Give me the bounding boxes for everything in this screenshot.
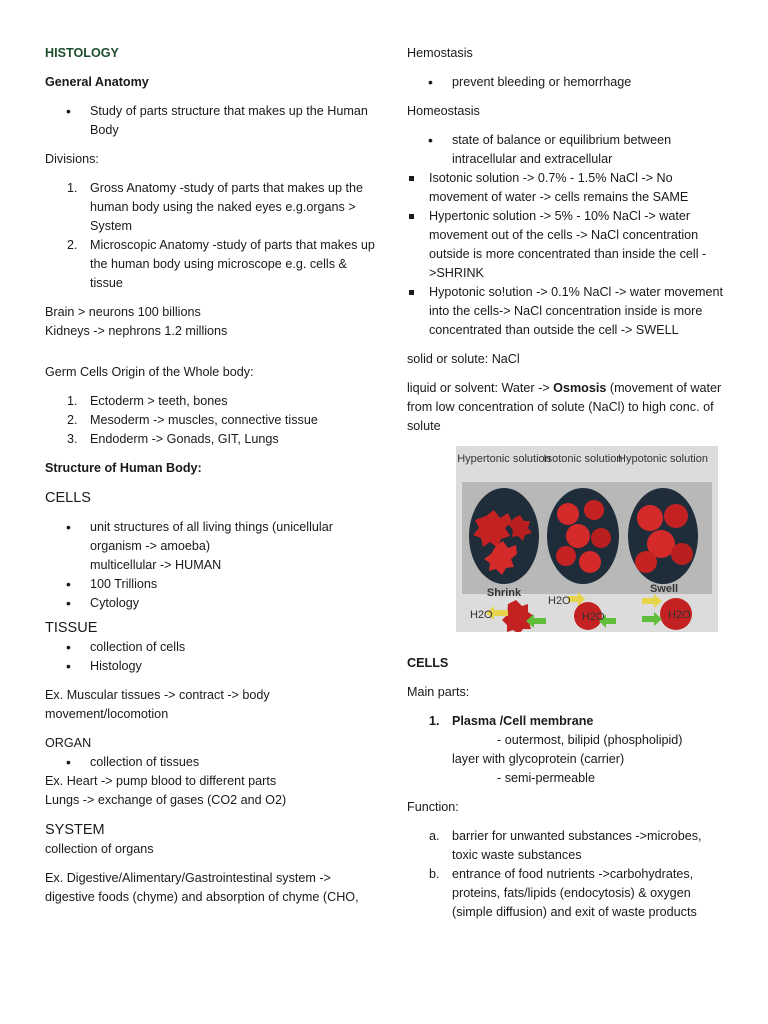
solvent-pre: liquid or solvent: Water ->: [407, 381, 554, 395]
list-text: Endoderm -> Gonads, GIT, Lungs: [90, 432, 279, 446]
list-item: • prevent bleeding or hemorrhage: [407, 73, 729, 92]
list-letter: b.: [429, 867, 440, 881]
solutions-list: [407, 169, 729, 340]
right-column: [407, 44, 729, 922]
list-item: • collection of tissues: [45, 753, 375, 772]
divisions-label: Divisions:: [45, 152, 99, 166]
list-text: multicellular -> HUMAN: [90, 558, 222, 572]
general-anatomy-list: [45, 102, 375, 140]
list-item: [45, 392, 375, 411]
list-item: Hypertonic solution -> 5% - 10% NaCl -> water movement out of the cells -> NaCl concentration outside is more concentrated than inside the cell ->SHRINK: [407, 207, 729, 283]
tonicity-illustration: [456, 446, 718, 632]
membrane-line-1: - outermost, bilipid (phospholipid): [497, 733, 683, 747]
functions-list: [407, 827, 729, 922]
list-number: 2.: [67, 413, 78, 427]
plasma-membrane-title: Plasma /Cell membrane: [452, 714, 594, 728]
list-item: [407, 827, 729, 865]
list-number: 2.: [67, 238, 78, 252]
page-title: HISTOLOGY: [45, 46, 119, 60]
list-item: • state of balance or equilibrium between intracellular and extracellular: [407, 131, 729, 169]
list-number: 1.: [67, 394, 78, 408]
tissue-example: Ex. Muscular tissues -> contract -> body movement/locomotion: [45, 688, 270, 721]
kidneys-fact: Kidneys -> nephrons 1.2 millions: [45, 324, 228, 338]
tissue-heading: TISSUE: [45, 620, 98, 636]
system-heading: SYSTEM: [45, 822, 105, 838]
main-parts-list: [407, 712, 729, 731]
homeostasis-heading: Homeostasis: [407, 104, 480, 118]
list-item: [407, 865, 729, 922]
list-item: • 100 Trillions: [45, 575, 375, 594]
tonicity-figure: [456, 446, 718, 632]
label-hypertonic: Hypertonic solution: [457, 453, 551, 465]
organ-heading: ORGAN: [45, 736, 92, 750]
general-anatomy-heading: General Anatomy: [45, 75, 149, 89]
list-item: • Study of parts structure that makes up the Human Body: [45, 102, 375, 140]
list-text: Ectoderm > teeth, bones: [90, 394, 228, 408]
list-item: • collection of cells: [45, 638, 375, 657]
list-letter: a.: [429, 829, 440, 843]
tissue-list: [45, 638, 375, 676]
shrink-label: Shrink: [486, 587, 522, 599]
list-item: • Histology: [45, 657, 375, 676]
list-number: 1.: [429, 714, 440, 728]
solvent-text: [407, 379, 729, 436]
cells-section-heading: CELLS: [407, 656, 449, 670]
label-hypotonic: Hypotonic solution: [618, 453, 708, 465]
homeostasis-list: [407, 131, 729, 169]
membrane-line-3: - semi-permeable: [497, 771, 595, 785]
dish-isotonic: [547, 488, 619, 584]
organ-example-heart: Ex. Heart -> pump blood to different parts: [45, 774, 277, 788]
organ-example-lungs: Lungs -> exchange of gases (CO2 and O2): [45, 793, 287, 807]
swell-label: Swell: [649, 583, 679, 595]
germ-layers-list: [45, 392, 375, 449]
h2o-label-isotonic: H2O: [548, 595, 571, 607]
dish-hypotonic: [628, 488, 698, 584]
brain-fact: Brain > neurons 100 billions: [45, 305, 201, 319]
list-item: Hypotonic so!ution -> 0.1% NaCl -> water movement into the cells-> NaCl concentration inside is more concentrated than outside the cell -> SWELL: [407, 283, 729, 340]
cells-heading: CELLS: [45, 490, 91, 506]
label-isotonic: Isotonic solution: [543, 453, 623, 465]
system-example: Ex. Digestive/Alimentary/Gastrointestinal system -> digestive foods (chyme) and absorption of chyme (CHO,: [45, 871, 359, 904]
list-text: Microscopic Anatomy -study of parts that makes up the human body using microscope e.g. cells & tissue: [90, 238, 375, 290]
list-item: [45, 518, 375, 575]
list-item: [407, 712, 729, 731]
list-item: [45, 179, 375, 236]
main-parts-label: Main parts:: [407, 685, 470, 699]
organ-list: [45, 753, 375, 772]
list-item: • Cytology: [45, 594, 375, 613]
osmosis-term: Osmosis: [553, 381, 607, 395]
system-definition: collection of organs: [45, 842, 154, 856]
list-text: Gross Anatomy -study of parts that makes up the human body using the naked eyes e.g.organs > System: [90, 181, 363, 233]
divisions-list: [45, 179, 375, 293]
list-item: [45, 430, 375, 449]
list-item: [45, 236, 375, 293]
list-number: 1.: [67, 181, 78, 195]
structure-heading: Structure of Human Body:: [45, 461, 202, 475]
list-text: entrance of food nutrients ->carbohydrates, proteins, fats/lipids (endocytosis) & oxygen (simple diffusion) and exit of waste products: [452, 867, 697, 919]
list-number: 3.: [67, 432, 78, 446]
cells-list: [45, 518, 375, 613]
list-item: Isotonic solution -> 0.7% - 1.5% NaCl -> No movement of water -> cells remains the SAME: [407, 169, 729, 207]
germ-cells-heading: Germ Cells Origin of the Whole body:: [45, 365, 254, 379]
list-item: [45, 411, 375, 430]
solvent-post: (movement of water from low concentration of solute (NaCl) to high conc. of solute: [407, 381, 722, 433]
dish-hypertonic: [469, 488, 539, 584]
left-column: [45, 44, 375, 907]
h2o-label-swell: H2O: [668, 609, 691, 621]
function-label: Function:: [407, 800, 459, 814]
h2o-label-shrink: H2O: [470, 609, 493, 621]
list-text: Mesoderm -> muscles, connective tissue: [90, 413, 318, 427]
list-text: barrier for unwanted substances ->microbes, toxic waste substances: [452, 829, 702, 862]
hemostasis-heading: Hemostasis: [407, 46, 473, 60]
list-text: unit structures of all living things (unicellular organism -> amoeba): [90, 520, 333, 553]
h2o-label-isotonic-inside: H2O: [582, 611, 605, 623]
membrane-line-2: layer with glycoprotein (carrier): [452, 752, 625, 766]
solute-text: solid or solute: NaCl: [407, 352, 520, 366]
hemostasis-list: [407, 73, 729, 92]
